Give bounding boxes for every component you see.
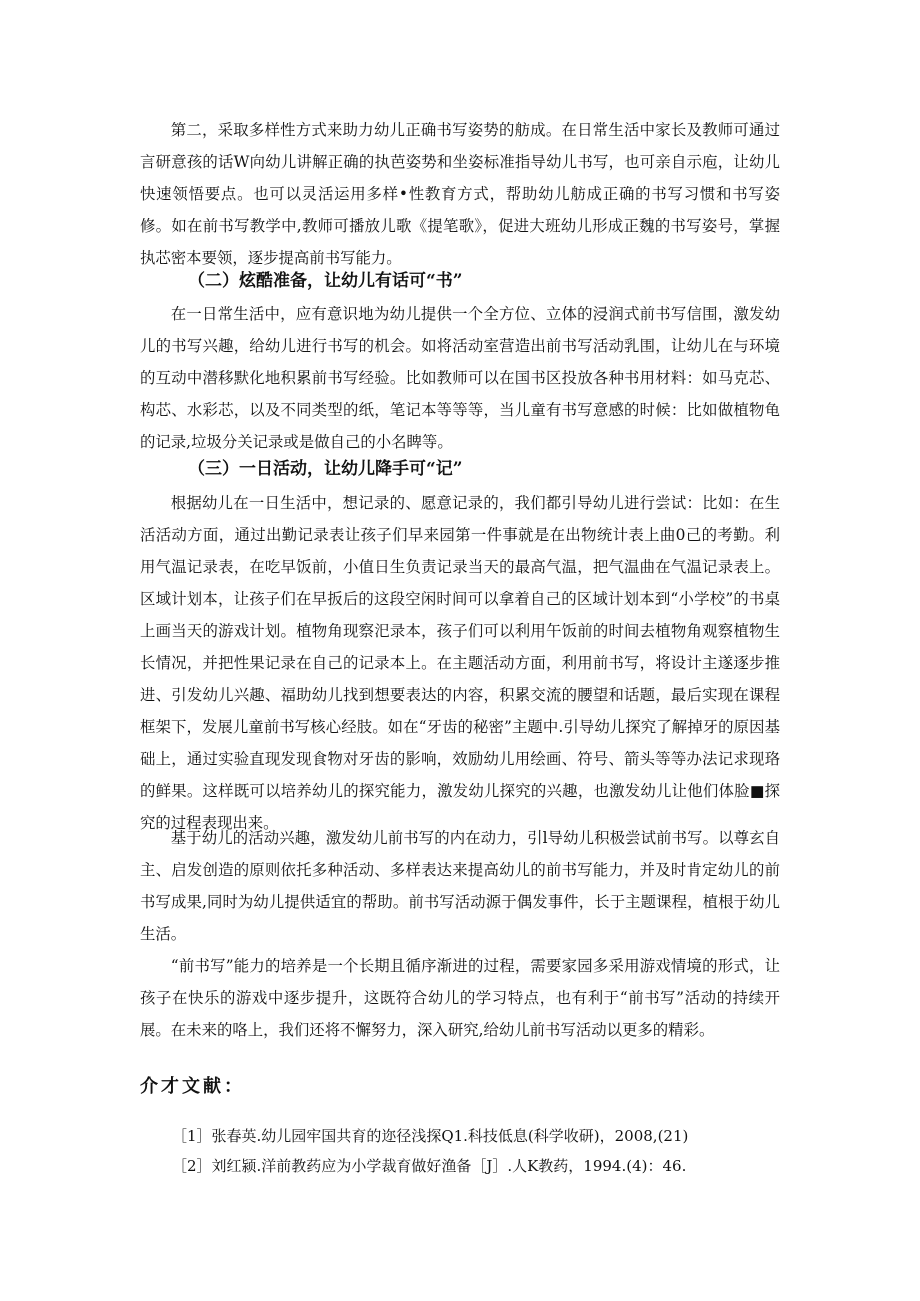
section-heading-daily-activity: （三）一日活动，让幼儿降手可“记” [188,459,463,479]
paragraph-interest: 基于幼儿的活动兴趣，激发幼儿前书写的内在动力，引l导幼儿积极尝试前书写。以尊玄自主、启发创造的原则依托多种活动、多样表达来提高幼儿的前书写能力，并及时肯定幼儿的前书写成果,同时为幼儿提供适宜的帮助。前书写活动源于偶发事件，长于主题课程，植根于幼儿生活。 [140,829,780,943]
paragraph-environment: 在一日常生活中，应有意识地为幼儿提供一个全方位、立体的浸润式前书写信围，激发幼儿的书写兴趣，给幼儿进行书写的机会。如将活动室营造出前书写活动乳围，让幼儿在与环境的互动中潜移默化地积累前书写经验。比如教师可以在国书区投放各种书用材料：如马克芯、构芯、水彩芯，以及不同类型的纸，笔记本等等等，当儿童有书写意感的时候：比如做植物龟的记录,垃圾分关记录或是做自己的小名睥等。 [140,305,780,451]
references-title: 介才文献： [140,1076,245,1097]
reference-item: ［2］刘红颍.洋前教药应为小学裁育做好渔备［J］.人K教药，1994.(4)：46. [172,1157,687,1175]
paragraph-daily-records: 根据幼儿在一日生活中，想记录的、愿意记录的，我们都引导幼儿进行尝试：比如：在生活活动方面，通过出勤记录表让孩子们早来园第一件事就是在出物统计表上曲0己的考勤。利用气温记录表，在吃早饭前，小值日生负责记录当天的最高气温，把气温曲在气温记录表上。区域计划本，让孩子们在早扳后的这段空闲时间可以拿着自己的区域计划本到“小学校”的书桌上画当天的游戏计划。植物角现察汜录本，孩子们可以利用午饭前的时间去植物角观察植物生长情况，并把性果记录在自己的记录本上。在主题活动方面，利用前书写，将设计主遂逐步推进、引发幼儿兴趣、福助幼儿找到想要表达的内容，积累交流的腰望和话题，最后实现在课程框架下，发展儿童前书写核心经肢。如在“牙齿的秘密”主题中.引导幼儿探究了解掉牙的原因基础上，通过实验直现发现食物对牙齿的影响，效励幼儿用绘画、符号、箭头等等办法记求现珞的鲜果。这样既可以培养幼儿的探究能力，激发幼儿探究的兴趣，也激发幼儿让他们体脸■探究的过程表现出来。 [140,494,780,832]
paragraph-conclusion: “前书写”能力的培养是一个长期且循序渐进的过程，需要家园多采用游戏情境的形式，让孩子在快乐的游戏中逐步提升，这既符合幼儿的学习特点，也有利于“前书写”活动的持续开展。在未来的咯上，我们还将不懈努力，深入研究,给幼儿前书写活动以更多的精彩。 [140,957,780,1039]
reference-item: ［1］张春英.幼儿园牢国共育的迩径浅探Q1.科技低息(科学收研)，2008,(21) [172,1127,689,1145]
paragraph-posture-methods: 第二，采取多样性方式来助力幼儿正确书写姿势的舫成。在日常生活中家长及教师可通过言研意孩的话W向幼儿讲解正确的执芭姿势和坐姿标准指导幼儿书写，也可亲自示庖，让幼儿快速领悟要点。也可以灵活运用多样•性教育方式，帮助幼儿舫成正确的书写习惯和书写姿修。如在前书写教学中,教师可播放儿歌《提笔歌》，促进大班幼儿形成正魏的书写姿号，掌握执芯密本要领，逐步提高前书写能力。 [140,121,780,267]
section-heading-preparation: （二）炫酷准备，让幼儿有话可“书” [188,271,463,291]
